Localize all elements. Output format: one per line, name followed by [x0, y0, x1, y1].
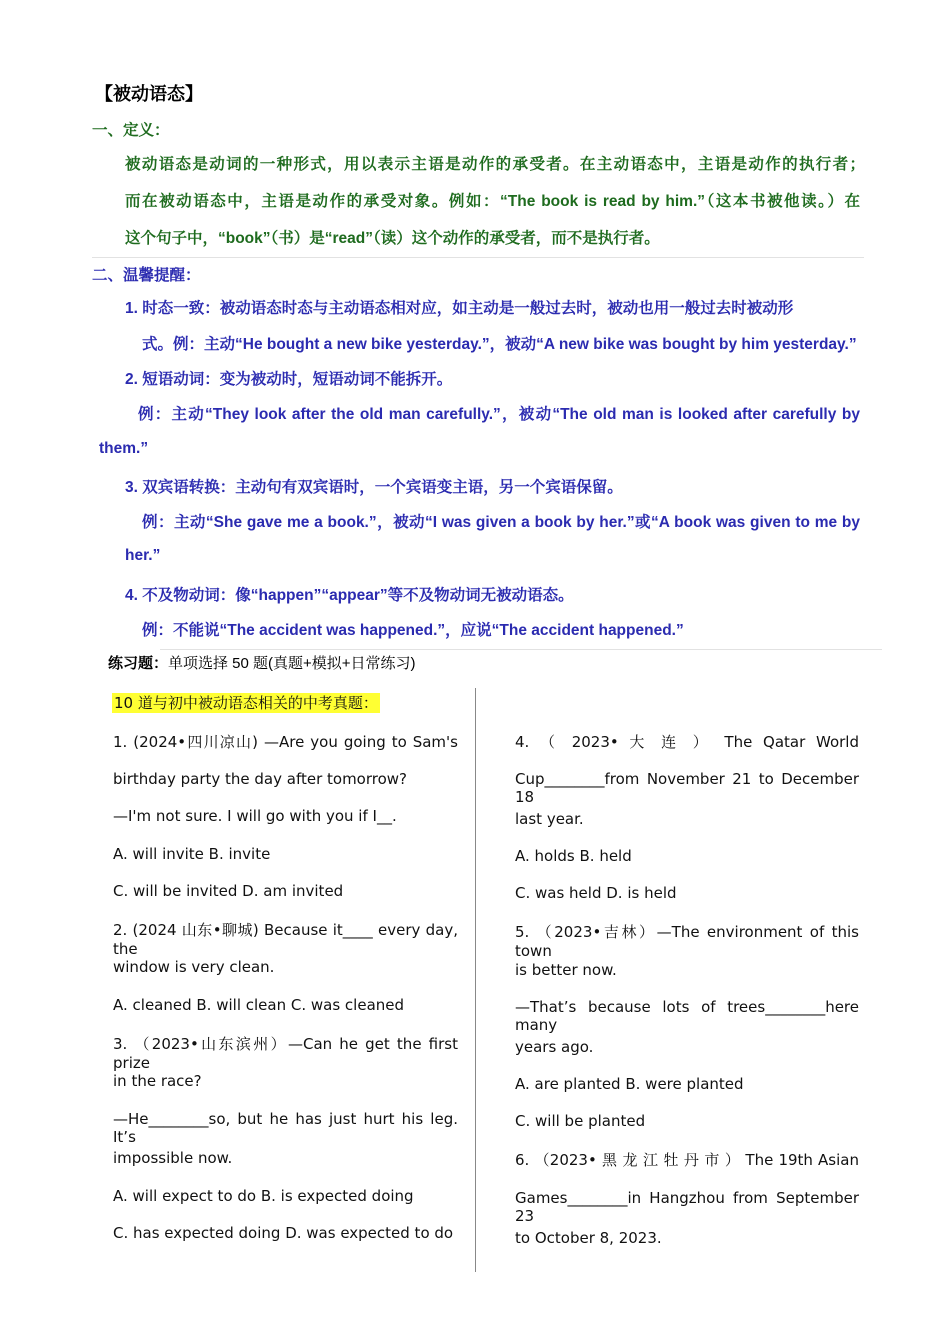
reminder-line: her.” [125, 547, 161, 564]
reminder-line: 式。例：主动“He bought a new bike yesterday.”，被动“A new bike was bought by him yesterday.” [142, 336, 857, 353]
practice-label: 练习题： [108, 655, 169, 672]
reminder-line: 1. 时态一致：被动语态时态与主动语态相对应，如主动是一般过去时，被动也用一般过去时被动形 [125, 300, 794, 317]
question-line: 2. (2024 山东•聊城) Because it____ every day, the [113, 921, 458, 958]
question-line: 5. （2023•吉林）—The environment of this town [515, 923, 859, 960]
option-line: C. was held D. is held [515, 884, 677, 902]
question-line: 6. （2023• 黑 龙 江 牡 丹 市 ） The 19th Asian [515, 1151, 859, 1169]
option-line: A. are planted B. were planted [515, 1075, 744, 1093]
question-line: is better now. [515, 961, 617, 979]
question-line: 1. (2024•四川凉山) —Are you going to Sam's [113, 733, 458, 751]
question-line: window is very clean. [113, 958, 275, 976]
question-line: last year. [515, 810, 584, 828]
question-line: years ago. [515, 1038, 594, 1056]
question-line: impossible now. [113, 1149, 233, 1167]
question-line: in the race? [113, 1072, 202, 1090]
question-line: to October 8, 2023. [515, 1229, 662, 1247]
question-line: Cup________from November 21 to December 18 [515, 770, 859, 806]
reminder-line: 例：不能说“The accident was happened.”，应说“The accident happened.” [142, 622, 684, 639]
page-title: 【被动语态】 [95, 84, 203, 104]
option-line: A. will invite B. invite [113, 845, 271, 863]
option-line: A. holds B. held [515, 847, 632, 865]
option-line: C. will be planted [515, 1112, 646, 1130]
definition-line: 而在被动语态中，主语是动作的承受对象。例如：“The book is read by him.”（这本书被他读。）在 [125, 193, 860, 210]
definition-heading: 一、定义： [92, 122, 170, 139]
reminder-line: 2. 短语动词：变为被动时，短语动词不能拆开。 [125, 371, 453, 388]
option-line: C. will be invited D. am invited [113, 882, 344, 900]
reminder-line: 4. 不及物动词：像“happen”“appear”等不及物动词无被动语态。 [125, 587, 574, 604]
question-line: 3. （2023•山东滨州）—Can he get the first prize [113, 1035, 458, 1072]
option-line: A. will expect to do B. is expected doing [113, 1187, 414, 1205]
question-line: birthday party the day after tomorrow? [113, 770, 408, 788]
option-line: A. cleaned B. will clean C. was cleaned [113, 996, 405, 1014]
question-line: 4. （ 2023• 大 连 ） The Qatar World [515, 733, 859, 751]
highlighted-header: 10 道与初中被动语态相关的中考真题： [114, 694, 378, 712]
section-divider [160, 649, 882, 650]
definition-line: 这个句子中，“book”（书）是“read”（读）这个动作的承受者，而不是执行者。 [125, 230, 660, 247]
question-line: —That’s because lots of trees________here many [515, 998, 859, 1034]
definition-line: 被动语态是动词的一种形式，用以表示主语是动作的承受者。在主动语态中，主语是动作的执行者； [125, 156, 865, 173]
practice-heading [108, 652, 416, 673]
question-line: Games________in Hangzhou from September 23 [515, 1189, 859, 1225]
column-divider [475, 688, 476, 1272]
practice-desc: 单项选择 50 题(真题+模拟+日常练习) [168, 655, 416, 672]
reminder-line: 例：主动“She gave me a book.”，被动“I was given a book by her.”或“A book was given to me by [142, 514, 860, 531]
reminder-line: 3. 双宾语转换：主动句有双宾语时，一个宾语变主语，另一个宾语保留。 [125, 479, 623, 496]
option-line: C. has expected doing D. was expected to do [113, 1224, 454, 1242]
question-line: —I'm not sure. I will go with you if I__. [113, 807, 397, 825]
question-line: —He________so, but he has just hurt his leg. It’s [113, 1110, 458, 1146]
reminder-line: 例：主动“They look after the old man carefully.”，被动“The old man is looked after carefully by [138, 406, 860, 423]
section-divider [92, 257, 864, 258]
left-column-header [112, 692, 380, 713]
reminder-heading: 二、温馨提醒： [92, 267, 201, 284]
reminder-line: them.” [99, 440, 149, 457]
